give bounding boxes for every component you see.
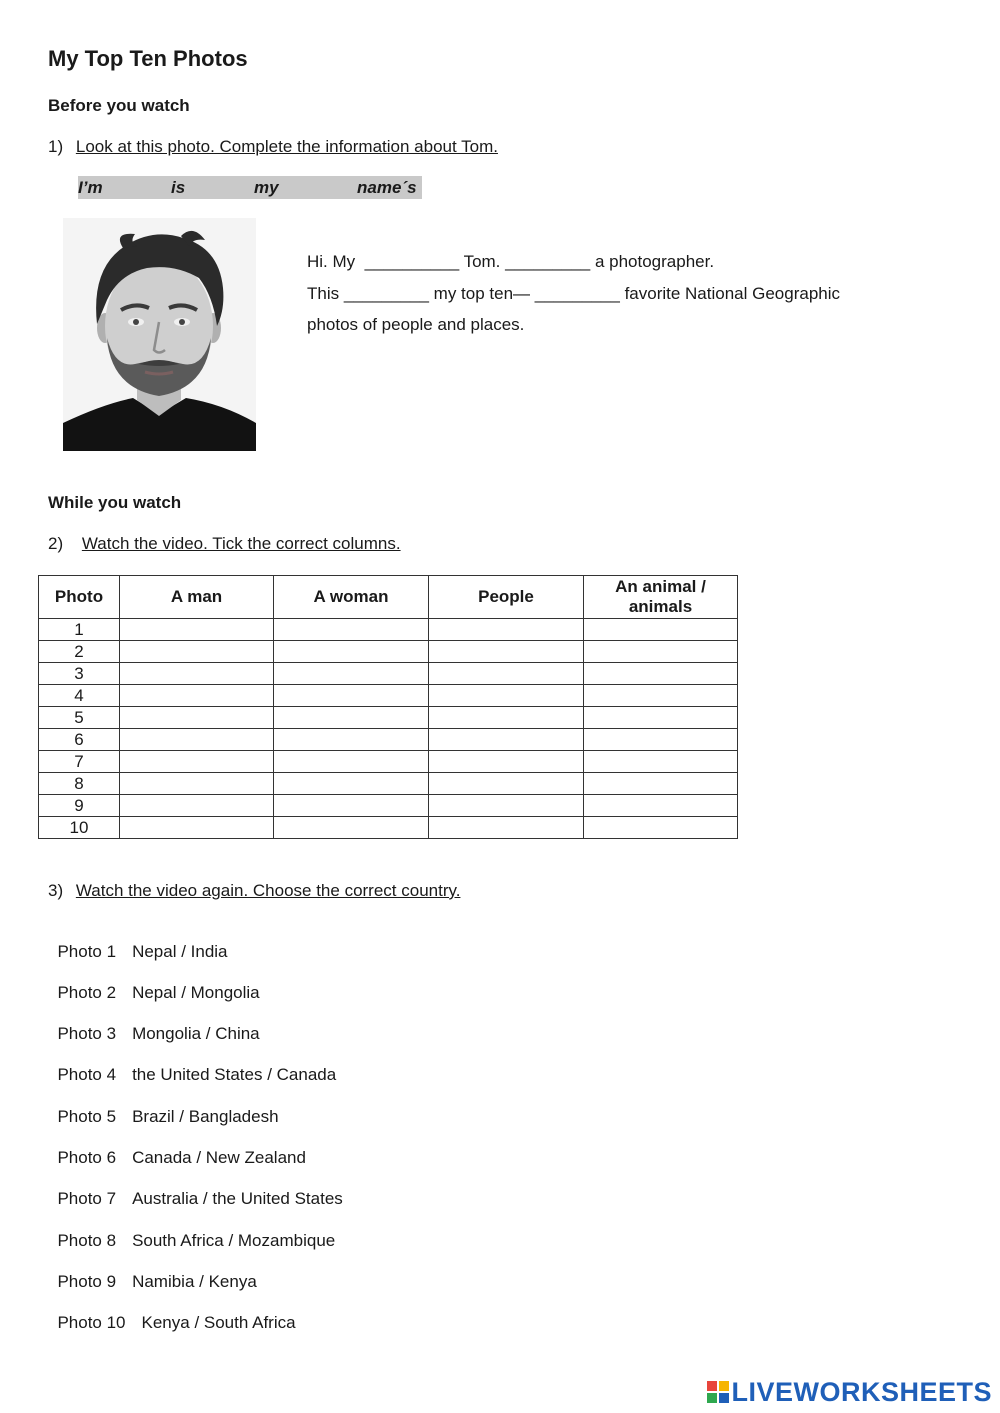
- fill-in-line-1: Hi. My __________ Tom. _________ a photographer.: [307, 252, 715, 271]
- fill-in-line-3: photos of people and places.: [307, 315, 525, 334]
- table-row: [39, 773, 738, 795]
- choice-item: [48, 1004, 260, 1044]
- row-number: 3: [39, 663, 120, 685]
- question-3: [48, 881, 460, 901]
- table-row: [39, 619, 738, 641]
- choice-label: Photo 5: [57, 1107, 117, 1126]
- column-header-a-woman: A woman: [274, 576, 429, 619]
- choice-options[interactable]: Nepal / Mongolia: [132, 983, 260, 1002]
- choice-options[interactable]: South Africa / Mozambique: [132, 1231, 336, 1250]
- choice-item: [48, 1087, 279, 1127]
- tick-cell[interactable]: [120, 641, 274, 663]
- liveworksheets-wordmark: LIVEWORKSHEETS: [731, 1376, 992, 1407]
- tick-cell[interactable]: [274, 663, 429, 685]
- question-2-text: Watch the video. Tick the correct columns.: [81, 534, 401, 553]
- word-bank-item[interactable]: name´s: [357, 178, 417, 197]
- choice-item: [48, 1045, 336, 1085]
- question-1: [48, 137, 498, 157]
- row-number: 8: [39, 773, 120, 795]
- tick-cell[interactable]: [274, 685, 429, 707]
- choice-options[interactable]: Mongolia / China: [132, 1024, 260, 1043]
- liveworksheets-logo-icon: [707, 1381, 729, 1403]
- tick-cell[interactable]: [584, 707, 738, 729]
- tick-cell[interactable]: [429, 795, 584, 817]
- choice-item: [48, 963, 260, 1003]
- tick-cell[interactable]: [274, 795, 429, 817]
- row-number: 4: [39, 685, 120, 707]
- column-header-a-man: A man: [120, 576, 274, 619]
- row-number: 10: [39, 817, 120, 839]
- tick-cell[interactable]: [584, 641, 738, 663]
- column-header-animal: An animal / animals: [584, 576, 738, 619]
- table-row: [39, 707, 738, 729]
- tick-cell[interactable]: [274, 619, 429, 641]
- table-row: [39, 795, 738, 817]
- column-header-photo: Photo: [39, 576, 120, 619]
- before-you-watch-heading: Before you watch: [48, 96, 190, 115]
- row-number: 5: [39, 707, 120, 729]
- tick-cell[interactable]: [429, 729, 584, 751]
- choice-label: Photo 1: [57, 942, 117, 961]
- tick-cell[interactable]: [274, 751, 429, 773]
- tick-cell[interactable]: [584, 817, 738, 839]
- table-row: [39, 817, 738, 839]
- choice-label: Photo 3: [57, 1024, 117, 1043]
- question-1-text: Look at this photo. Complete the information about Tom.: [75, 137, 498, 156]
- row-number: 9: [39, 795, 120, 817]
- table-row: [39, 663, 738, 685]
- row-number: 7: [39, 751, 120, 773]
- choice-options[interactable]: Nepal / India: [132, 942, 228, 961]
- tick-cell[interactable]: [274, 729, 429, 751]
- question-2-number: 2): [48, 534, 64, 553]
- word-bank-item[interactable]: I’m: [78, 178, 103, 197]
- choice-label: Photo 10: [57, 1313, 126, 1332]
- question-1-number: 1): [48, 137, 64, 156]
- choice-item: [48, 922, 228, 962]
- tick-cell[interactable]: [274, 773, 429, 795]
- tick-cell[interactable]: [584, 751, 738, 773]
- choice-item: [48, 1293, 296, 1333]
- choice-item: [48, 1128, 306, 1168]
- choice-label: Photo 8: [57, 1231, 117, 1250]
- choice-options[interactable]: Kenya / South Africa: [141, 1313, 296, 1332]
- question-3-text: Watch the video again. Choose the correct country.: [75, 881, 461, 900]
- tick-table: [38, 575, 738, 839]
- tick-cell[interactable]: [120, 729, 274, 751]
- fill-in-line-2: This _________ my top ten— _________ favorite National Geographic: [307, 284, 841, 303]
- choice-options[interactable]: Brazil / Bangladesh: [132, 1107, 279, 1126]
- choice-options[interactable]: Canada / New Zealand: [132, 1148, 306, 1167]
- tick-cell[interactable]: [584, 795, 738, 817]
- tick-cell[interactable]: [429, 641, 584, 663]
- choice-item: [48, 1211, 335, 1251]
- question-2: [48, 534, 401, 554]
- tick-cell[interactable]: [120, 795, 274, 817]
- choice-options[interactable]: Australia / the United States: [132, 1189, 343, 1208]
- tick-cell[interactable]: [429, 773, 584, 795]
- tick-cell[interactable]: [274, 817, 429, 839]
- question-3-number: 3): [48, 881, 64, 900]
- row-number: 6: [39, 729, 120, 751]
- word-bank-item[interactable]: my: [254, 178, 279, 197]
- choice-label: Photo 4: [57, 1065, 117, 1084]
- tick-cell[interactable]: [584, 773, 738, 795]
- choice-label: Photo 7: [57, 1189, 117, 1208]
- row-number: 1: [39, 619, 120, 641]
- tick-cell[interactable]: [429, 663, 584, 685]
- choice-options[interactable]: the United States / Canada: [132, 1065, 337, 1084]
- choice-options[interactable]: Namibia / Kenya: [132, 1272, 257, 1291]
- tick-cell[interactable]: [120, 619, 274, 641]
- tick-cell[interactable]: [429, 685, 584, 707]
- choice-item: [48, 1252, 257, 1292]
- choice-item: [48, 1169, 343, 1209]
- table-row: [39, 685, 738, 707]
- tick-cell[interactable]: [429, 751, 584, 773]
- tick-cell[interactable]: [274, 641, 429, 663]
- choice-label: Photo 6: [57, 1148, 117, 1167]
- table-row: [39, 641, 738, 663]
- tick-cell[interactable]: [120, 751, 274, 773]
- tick-cell[interactable]: [120, 707, 274, 729]
- table-row: [39, 729, 738, 751]
- word-bank-item[interactable]: is: [171, 178, 186, 197]
- while-you-watch-heading: While you watch: [48, 493, 182, 512]
- tick-cell[interactable]: [429, 817, 584, 839]
- tick-cell[interactable]: [584, 619, 738, 641]
- tick-cell[interactable]: [274, 707, 429, 729]
- liveworksheets-brand: [707, 1377, 992, 1407]
- tick-cell[interactable]: [120, 663, 274, 685]
- tick-cell[interactable]: [429, 707, 584, 729]
- tick-cell[interactable]: [584, 685, 738, 707]
- choice-label: Photo 2: [57, 983, 117, 1002]
- choice-label: Photo 9: [57, 1272, 117, 1291]
- word-bank: [78, 176, 422, 199]
- table-header-row: [39, 576, 738, 619]
- row-number: 2: [39, 641, 120, 663]
- tick-cell[interactable]: [584, 663, 738, 685]
- page-title: My Top Ten Photos: [48, 46, 248, 71]
- table-row: [39, 751, 738, 773]
- column-header-people: People: [429, 576, 584, 619]
- tom-portrait-photo: [63, 218, 256, 451]
- tick-cell[interactable]: [120, 773, 274, 795]
- tick-cell[interactable]: [584, 729, 738, 751]
- tick-cell[interactable]: [120, 817, 274, 839]
- tick-cell[interactable]: [120, 685, 274, 707]
- tick-cell[interactable]: [429, 619, 584, 641]
